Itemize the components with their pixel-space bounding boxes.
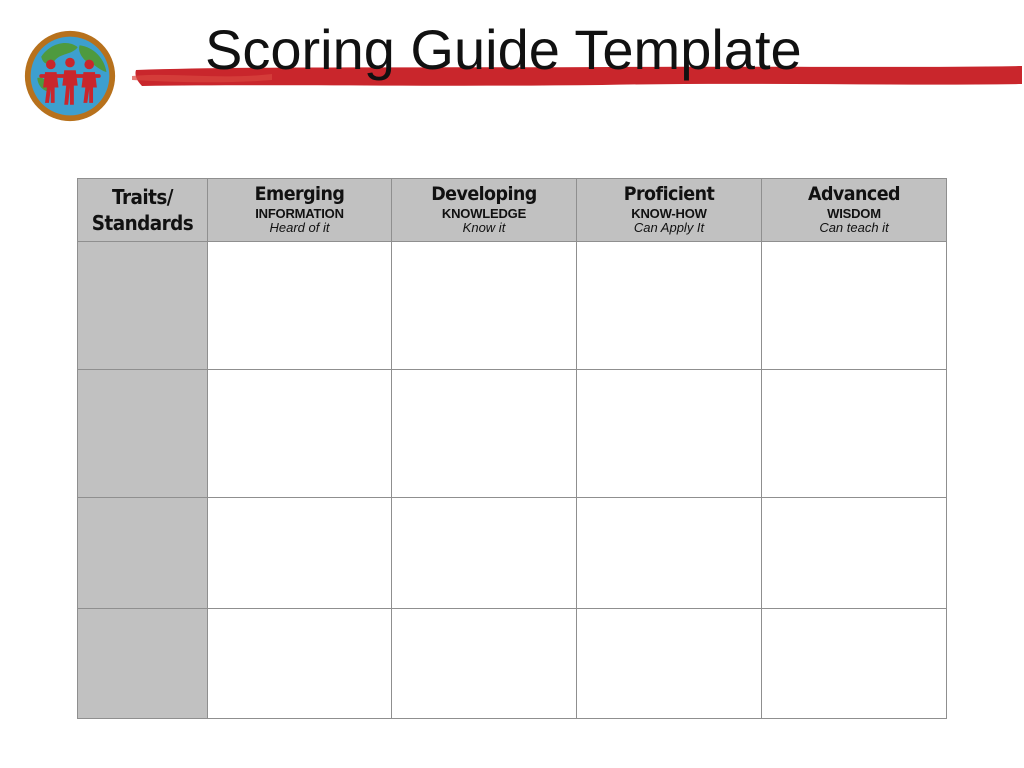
score-cell-proficient[interactable] — [577, 369, 762, 498]
score-cell-proficient[interactable] — [577, 608, 762, 718]
score-cell-proficient[interactable] — [577, 498, 762, 608]
level-description: Can Apply It — [633, 220, 705, 236]
table-row — [78, 498, 947, 608]
traits-label-line2: Standards — [91, 211, 194, 235]
level-description: Know it — [462, 220, 506, 236]
trait-cell[interactable] — [78, 608, 208, 718]
score-cell-emerging[interactable] — [208, 369, 392, 498]
level-word: INFORMATION — [255, 205, 344, 221]
score-cell-advanced[interactable] — [762, 498, 947, 608]
score-cell-advanced[interactable] — [762, 242, 947, 370]
page-title: Scoring Guide Template — [205, 18, 802, 81]
trait-cell[interactable] — [78, 498, 208, 608]
traits-label-line1: Traits/ — [112, 185, 173, 209]
trait-cell[interactable] — [78, 242, 208, 370]
level-name: Developing — [431, 182, 537, 205]
level-description: Heard of it — [269, 220, 330, 236]
score-cell-emerging[interactable] — [208, 242, 392, 370]
level-header-developing — [392, 179, 577, 242]
trait-cell[interactable] — [78, 369, 208, 498]
score-cell-advanced[interactable] — [762, 369, 947, 498]
score-cell-developing[interactable] — [392, 242, 577, 370]
level-word: KNOWLEDGE — [441, 205, 527, 221]
level-header-emerging — [208, 179, 392, 242]
globe-people-logo-icon — [22, 28, 118, 124]
table-row — [78, 369, 947, 498]
level-name: Emerging — [254, 182, 345, 205]
score-cell-proficient[interactable] — [577, 242, 762, 370]
table-row — [78, 608, 947, 718]
level-header-advanced — [762, 179, 947, 242]
score-cell-emerging[interactable] — [208, 498, 392, 608]
level-name: Proficient — [623, 182, 715, 205]
score-cell-developing[interactable] — [392, 369, 577, 498]
score-cell-developing[interactable] — [392, 608, 577, 718]
score-cell-advanced[interactable] — [762, 608, 947, 718]
level-description: Can teach it — [819, 220, 889, 236]
level-header-proficient — [577, 179, 762, 242]
level-word: KNOW-HOW — [631, 205, 707, 221]
traits-standards-header — [78, 179, 208, 242]
score-cell-emerging[interactable] — [208, 608, 392, 718]
scoring-guide-table — [77, 178, 947, 719]
level-name: Advanced — [808, 182, 900, 205]
table-row — [78, 242, 947, 370]
level-word: WISDOM — [827, 205, 881, 221]
score-cell-developing[interactable] — [392, 498, 577, 608]
header-row — [78, 179, 947, 242]
